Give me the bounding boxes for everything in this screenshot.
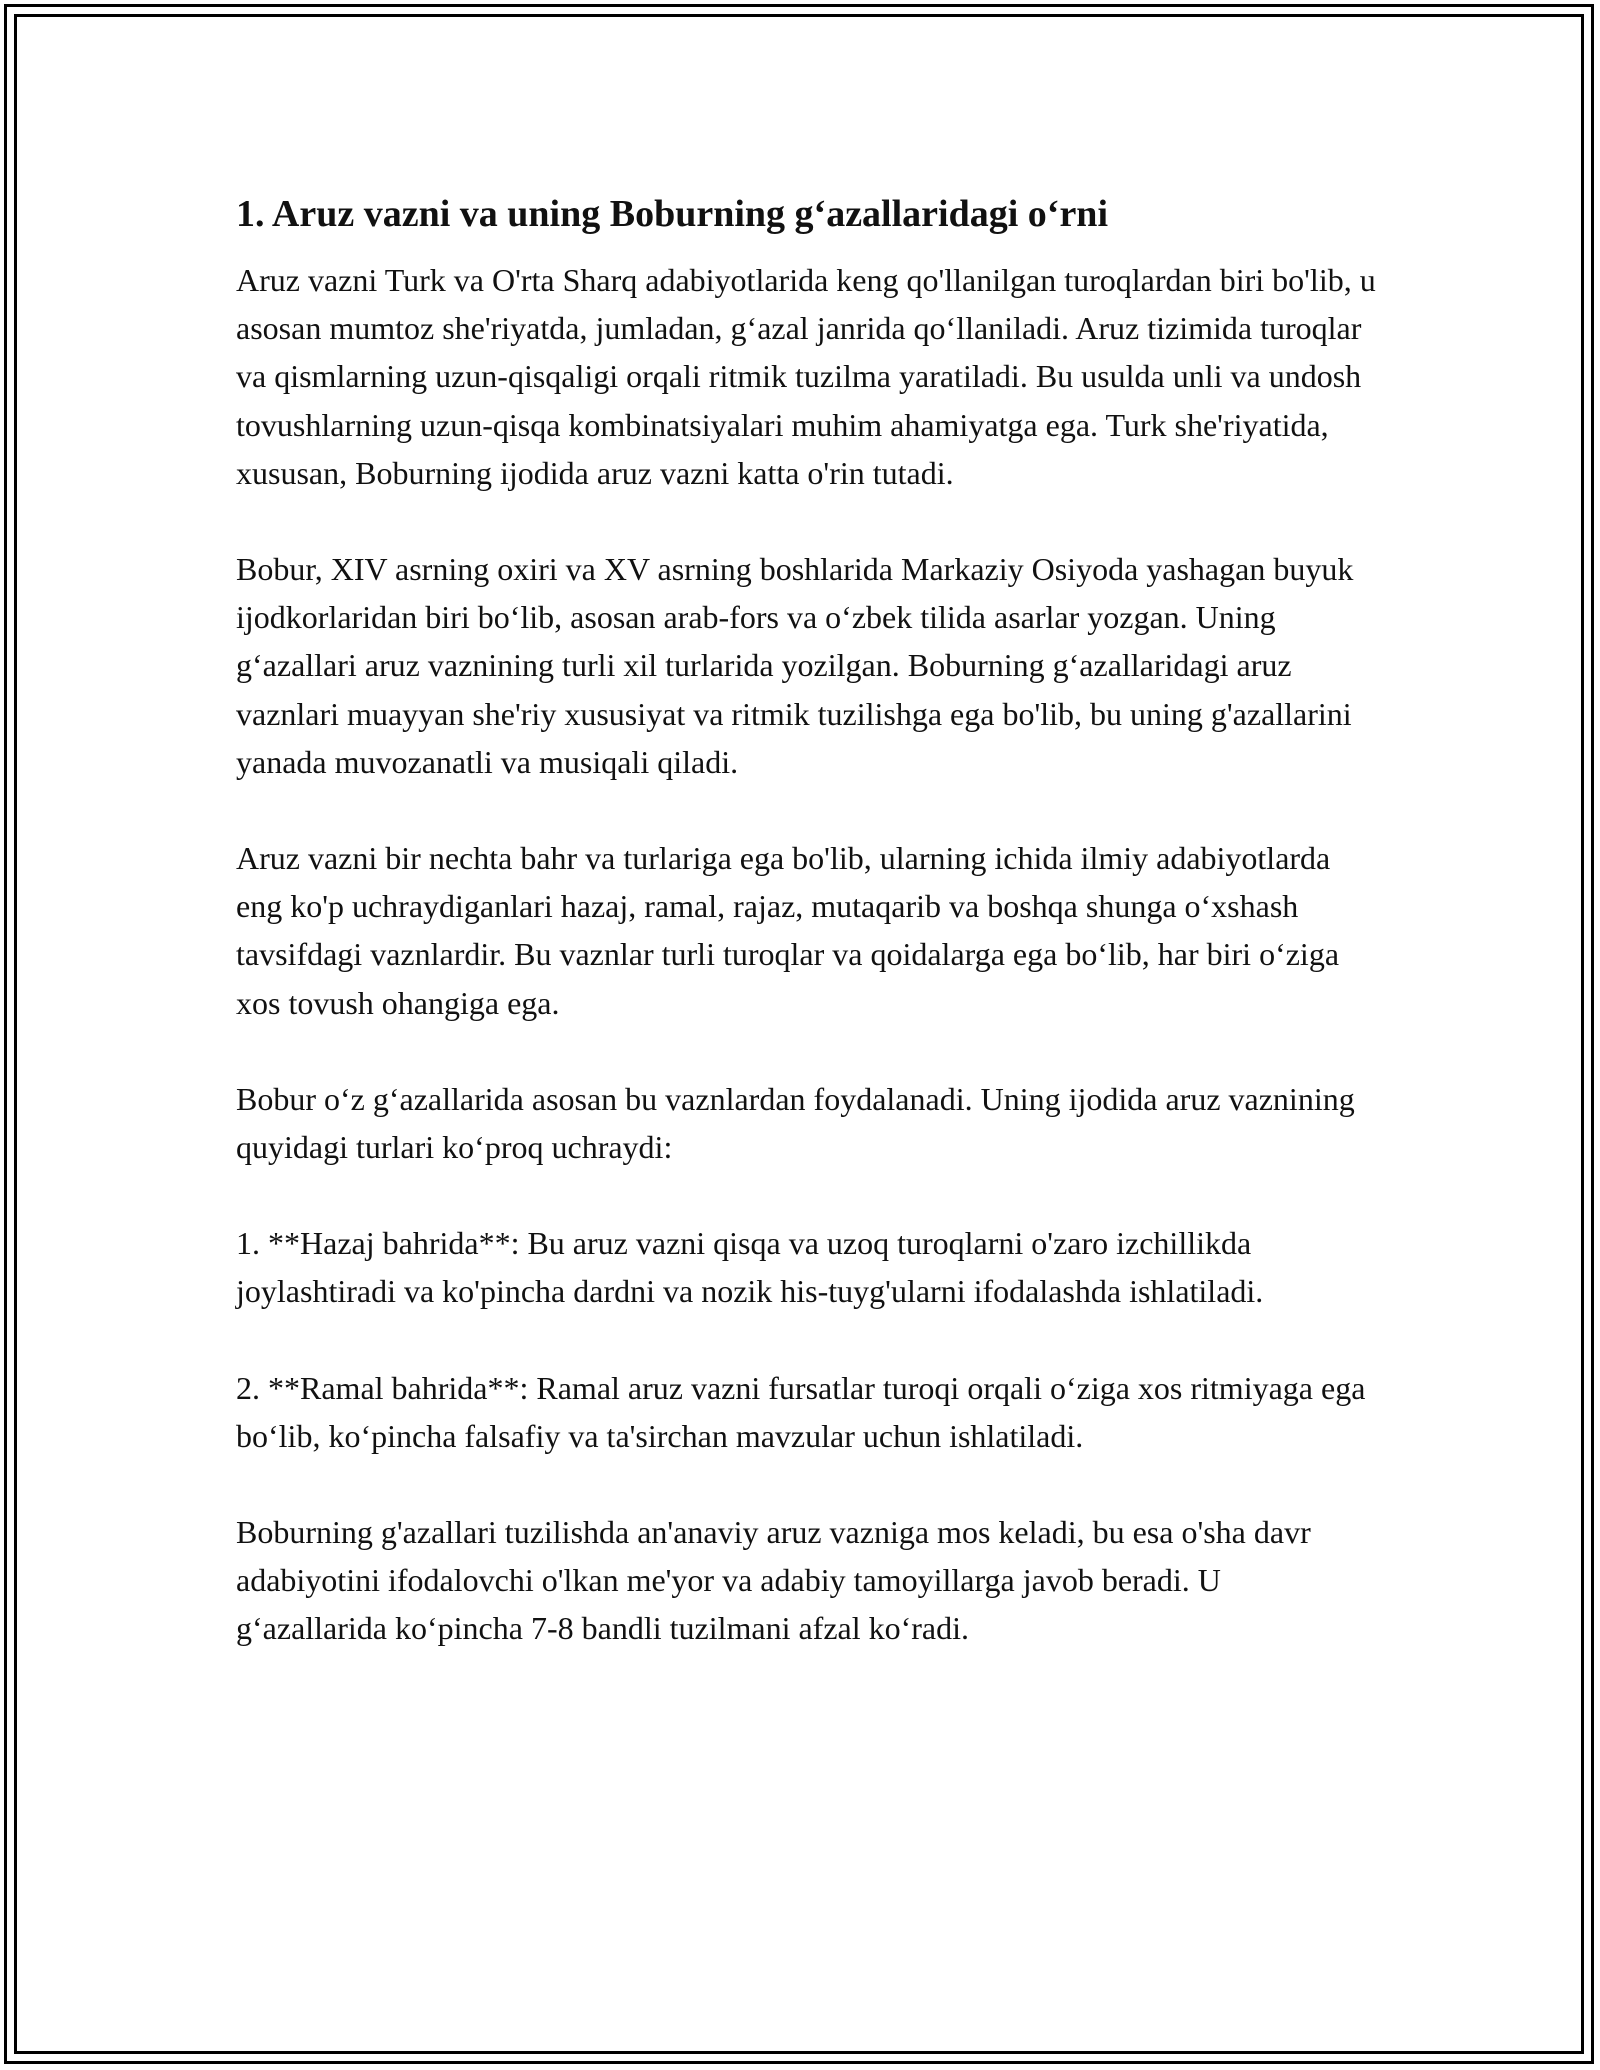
list-item-ramal: 2. **Ramal bahrida**: Ramal aruz vazni fursatlar turoqi orqali o‘ziga xos ritmiyaga ega bo‘lib, ko‘pincha falsafiy va ta'sirchan mavzular uchun ishlatiladi. [236, 1369, 1366, 1454]
paragraph-bahr-types: Aruz vazni bir nechta bahr va turlariga ega bo'lib, ularning ichida ilmiy adabiyotlarda eng ko'p uchraydiganlari hazaj, ramal, rajaz, mutaqarib va boshqa shunga o‘xshash tavsifdagi vaznlardir. Bu vaznlar turli turoqlar va qoidalarga ega bo‘lib, har biri o‘ziga xos tovush ohangiga ega. [236, 840, 1340, 1021]
paragraph-aruz-intro: Aruz vazni Turk va O'rta Sharq adabiyotlarida keng qo'llanilgan turoqlardan biri bo'lib, u asosan mumtoz she'riyatda, jumladan, g‘azal janrida qo‘llaniladi. Aruz tizimida turoqlar va qismlarning uzun-qisqaligi orqali ritmik tuzilma yaratiladi. Bu usulda unli va undosh tovushlarning uzun-qisqa kombinatsiyalari muhim ahamiyatga ega. Turk she'riyatida, xususan, Boburning ijodida aruz vazni katta o'rin tutadi. [236, 262, 1376, 491]
section-heading: 1. Aruz vazni va uning Boburning g‘azallaridagi o‘rni [236, 193, 1108, 235]
paragraph-bobur-usage: Bobur o‘z g‘azallarida asosan bu vaznlardan foydalanadi. Uning ijodida aruz vaznining quyidagi turlari ko‘proq uchraydi: [236, 1080, 1355, 1166]
paragraph-conclusion: Boburning g'azallari tuzilishda an'anaviy aruz vazniga mos keladi, bu esa o'sha davr adabiyotini ifodalovchi o'lkan me'yor va adabiy tamoyillarga javob beradi. U g‘azallarida ko‘pincha 7-8 bandli tuzilmani afzal ko‘radi. [236, 1514, 1311, 1647]
list-item-hazaj: 1. **Hazaj bahrida**: Bu aruz vazni qisqa va uzoq turoqlarni o'zaro izchillikda joylashtiradi va ko'pincha dardni va nozik his-tuyg'ularni ifodalashda ishlatiladi. [236, 1225, 1264, 1310]
document-body [236, 188, 1376, 1653]
paragraph-bobur-bio: Bobur, XIV asrning oxiri va XV asrning boshlarida Markaziy Osiyoda yashagan buyuk ijodkorlaridan biri bo‘lib, asosan arab-fors va o‘zbek tilida asarlar yozgan. Uning g‘azallari aruz vaznining turli xil turlarida yozilgan. Boburning g‘azallaridagi aruz vaznlari muayyan she'riy xususiyat va ritmik tuzilishga ega bo'lib, bu uning g'azallarini yanada muvozanatli va musiqali qiladi. [236, 551, 1354, 780]
